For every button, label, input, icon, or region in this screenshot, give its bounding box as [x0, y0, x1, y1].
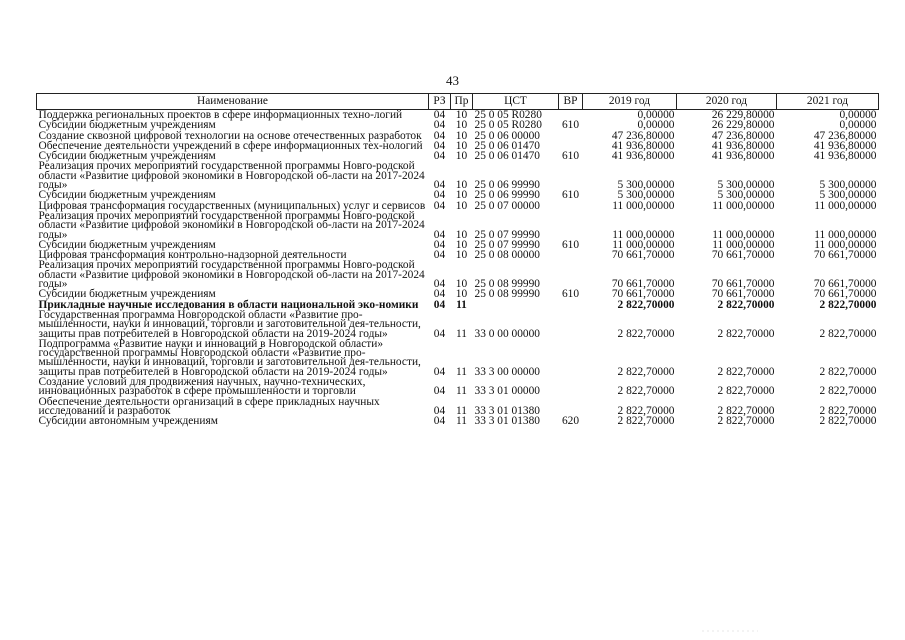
- cell-rz: 04: [433, 179, 446, 192]
- cell-pr: 10: [455, 189, 468, 202]
- cell-name: Подпрограмма «Развитие науки и инноваций в Новгородской области» государственной программы Новгородской области «Развитие про-мышленности, науки и инноваций, торговли и заготовительной дея-тельности, защиты прав потребителей в Новгородской области на 2019-2024 годы»: [38, 337, 421, 378]
- cell-vr: [559, 397, 583, 417]
- cell-cst: 25 0 07 00000: [474, 199, 540, 212]
- cell-2019: 2 822,70000: [617, 365, 675, 378]
- cell-vr: [559, 131, 583, 141]
- cell-2019: 11 000,00000: [612, 199, 675, 212]
- cell-vr: 610: [561, 288, 580, 301]
- cell-2019: 11 000,00000: [612, 238, 675, 251]
- cell-cst: 25 0 06 99990: [474, 189, 540, 202]
- cell-pr: 10: [455, 139, 468, 152]
- table-row: [37, 211, 879, 240]
- cell-2019: 70 661,70000: [611, 249, 675, 262]
- cell-name: Государственная программа Новгородской области «Развитие про-мышленности, науки и инноваций, торговли и заготовительной дея-тельности, защиты прав потребителей в Новгородской области на 2019-2024 годы»: [38, 308, 421, 340]
- cell-pr: 10: [455, 109, 468, 121]
- cell-vr: [559, 211, 583, 240]
- cell-2020: 2 822,70000: [717, 298, 775, 311]
- cell-vr: 610: [561, 238, 580, 251]
- cell-vr: 610: [561, 119, 580, 132]
- header-pr: Пр: [451, 94, 473, 110]
- cell-2020: 2 822,70000: [717, 415, 775, 428]
- cell-cst: 33 3 01 01380: [474, 404, 540, 417]
- cell-rz: 04: [433, 249, 446, 262]
- cell-pr: 10: [455, 238, 468, 251]
- cell-name: Реализация прочих мероприятий государственной программы Новго-родской области «Развитие цифровой экономики в Новгородской об-ласти на 2017-2024 годы»: [38, 209, 425, 241]
- cell-2021: 2 822,70000: [819, 327, 877, 340]
- cell-2019: 41 936,80000: [611, 139, 675, 152]
- cell-2019: 2 822,70000: [617, 298, 675, 311]
- cell-rz: 04: [433, 238, 446, 251]
- cell-rz: 04: [433, 298, 446, 311]
- cell-rz: 04: [433, 327, 446, 340]
- cell-vr: 620: [561, 415, 580, 428]
- cell-2020: 26 229,80000: [711, 109, 775, 121]
- cell-cst: 25 0 08 00000: [474, 249, 540, 262]
- cell-vr: [559, 339, 583, 377]
- cell-name: Субсидии автономным учреждениям: [38, 415, 218, 428]
- budget-table: [36, 93, 879, 427]
- cell-rz: 04: [433, 199, 446, 212]
- table-row: [37, 397, 879, 417]
- cell-2021: 5 300,00000: [819, 189, 877, 202]
- cell-2019: 5 300,00000: [617, 179, 675, 192]
- cell-2020: 41 936,80000: [711, 139, 775, 152]
- header-cst: ЦСТ: [473, 94, 559, 110]
- cell-2021: 70 661,70000: [813, 288, 877, 301]
- cell-2019: 70 661,70000: [611, 288, 675, 301]
- cell-cst: 33 0 00 00000: [474, 327, 540, 340]
- table-row: [37, 339, 879, 377]
- cell-2021: 70 661,70000: [813, 278, 877, 291]
- cell-name: Создание условий для продвижения научных, научно-технических, инновационных разработок в сфере промышленности и торговли: [38, 376, 366, 398]
- page-number: 43: [446, 73, 459, 88]
- table-row: [37, 377, 879, 397]
- cell-cst: [473, 300, 559, 310]
- cell-name: Прикладные научные исследования в области национальной эко-номики: [38, 298, 419, 311]
- cell-rz: 04: [433, 365, 446, 378]
- cell-name: Цифровая трансформация государственных (муниципальных) услуг и сервисов: [38, 199, 426, 212]
- cell-name: Цифровая трансформация контрольно-надзорной деятельности: [38, 249, 347, 262]
- cell-vr: [559, 260, 583, 289]
- cell-2020: 5 300,00000: [717, 179, 775, 192]
- cell-name: Субсидии бюджетным учреждениям: [38, 150, 216, 163]
- cell-2020: 70 661,70000: [711, 288, 775, 301]
- header-name: Наименование: [37, 94, 429, 110]
- cell-vr: [559, 250, 583, 260]
- cell-rz: 04: [433, 119, 446, 132]
- cell-2019: 2 822,70000: [617, 415, 675, 428]
- cell-name: Субсидии бюджетным учреждениям: [38, 189, 216, 202]
- cell-2019: 70 661,70000: [611, 278, 675, 291]
- cell-cst: 25 0 08 99990: [474, 288, 540, 301]
- cell-pr: 10: [455, 179, 468, 192]
- faint-mark: [700, 628, 760, 634]
- cell-2020: 2 822,70000: [717, 404, 775, 417]
- cell-2021: 70 661,70000: [813, 249, 877, 262]
- cell-2021: 5 300,00000: [819, 179, 877, 192]
- cell-2020: 2 822,70000: [717, 327, 775, 340]
- cell-2019: 0,00000: [637, 109, 675, 121]
- cell-2021: 0,00000: [839, 119, 877, 132]
- cell-2021: 2 822,70000: [819, 404, 877, 417]
- cell-rz: 04: [433, 189, 446, 202]
- cell-pr: 11: [456, 385, 467, 398]
- cell-name: Поддержка региональных проектов в сфере информационных техно-логий: [38, 109, 403, 121]
- cell-rz: 04: [433, 129, 446, 142]
- cell-pr: 10: [455, 249, 468, 262]
- cell-rz: 04: [433, 288, 446, 301]
- cell-cst: 25 0 06 99990: [474, 179, 540, 192]
- cell-2020: 70 661,70000: [711, 249, 775, 262]
- cell-2019: 11 000,00000: [612, 228, 675, 241]
- cell-pr: 10: [455, 129, 468, 142]
- cell-vr: [559, 310, 583, 339]
- cell-2019: 2 822,70000: [617, 385, 675, 398]
- cell-rz: 04: [433, 150, 446, 163]
- cell-pr: 10: [455, 150, 468, 163]
- cell-2020: 11 000,00000: [712, 238, 775, 251]
- table-row: [37, 310, 879, 339]
- cell-rz: 04: [433, 404, 446, 417]
- cell-name: Создание сквозной цифровой технологии на основе отечественных разработок: [38, 129, 422, 142]
- cell-2020: 5 300,00000: [717, 189, 775, 202]
- cell-2021: 2 822,70000: [819, 298, 877, 311]
- cell-name: Субсидии бюджетным учреждениям: [38, 119, 216, 132]
- cell-2019: 41 936,80000: [611, 150, 675, 163]
- cell-cst: 25 0 08 99990: [474, 278, 540, 291]
- cell-cst: 25 0 06 00000: [474, 129, 540, 142]
- cell-2021: 47 236,80000: [813, 129, 877, 142]
- cell-pr: 10: [455, 278, 468, 291]
- cell-rz: 04: [433, 278, 446, 291]
- cell-2021: 11 000,00000: [814, 238, 877, 251]
- cell-2021: 2 822,70000: [819, 385, 877, 398]
- cell-2019: 47 236,80000: [611, 129, 675, 142]
- table-body: [37, 110, 879, 427]
- cell-pr: 10: [455, 199, 468, 212]
- cell-pr: 11: [456, 365, 467, 378]
- cell-cst: 25 0 06 01470: [474, 139, 540, 152]
- cell-rz: 04: [433, 109, 446, 121]
- cell-2020: 47 236,80000: [711, 129, 775, 142]
- cell-cst: 33 3 01 00000: [474, 385, 540, 398]
- cell-2020: 26 229,80000: [711, 119, 775, 132]
- cell-vr: [559, 300, 583, 310]
- cell-cst: 33 3 01 01380: [474, 415, 540, 428]
- cell-2020: 41 936,80000: [711, 150, 775, 163]
- cell-2019: 2 822,70000: [617, 404, 675, 417]
- table-row: [37, 260, 879, 289]
- cell-vr: 610: [561, 150, 580, 163]
- cell-vr: [559, 377, 583, 397]
- cell-2021: 41 936,80000: [813, 139, 877, 152]
- header-vr: ВР: [559, 94, 583, 110]
- cell-2020: 2 822,70000: [717, 385, 775, 398]
- cell-rz: 04: [433, 385, 446, 398]
- cell-2019: 0,00000: [637, 119, 675, 132]
- cell-2021: 11 000,00000: [814, 228, 877, 241]
- cell-name: Обеспечение деятельности учреждений в сфере информационных тех-нологий: [38, 139, 423, 152]
- cell-vr: 610: [561, 189, 580, 202]
- cell-name: Обеспечение деятельности организаций в сфере прикладных научных исследований и разработок: [38, 395, 380, 417]
- cell-name: Реализация прочих мероприятий государственной программы Новго-родской области «Развитие цифровой экономики в Новгородской об-ласти на 2017-2024 годы»: [38, 259, 425, 291]
- cell-2019: 5 300,00000: [617, 189, 675, 202]
- cell-cst: 25 0 07 99990: [474, 238, 540, 251]
- header-2020: 2020 год: [677, 94, 777, 110]
- cell-pr: 11: [456, 404, 467, 417]
- cell-2020: 11 000,00000: [712, 199, 775, 212]
- cell-pr: 10: [455, 119, 468, 132]
- cell-rz: 04: [433, 228, 446, 241]
- cell-name: Реализация прочих мероприятий государственной программы Новго-родской области «Развитие цифровой экономики в Новгородской об-ласти на 2017-2024 годы»: [38, 160, 425, 192]
- cell-rz: 04: [433, 139, 446, 152]
- header-rz: РЗ: [429, 94, 451, 110]
- cell-pr: 10: [455, 288, 468, 301]
- cell-pr: 11: [456, 298, 467, 311]
- cell-2021: 11 000,00000: [814, 199, 877, 212]
- cell-cst: 25 0 05 R0280: [474, 119, 542, 132]
- cell-cst: 25 0 05 R0280: [474, 109, 542, 121]
- cell-name: Субсидии бюджетным учреждениям: [38, 238, 216, 251]
- cell-rz: 04: [433, 415, 446, 428]
- cell-2020: 70 661,70000: [711, 278, 775, 291]
- cell-2021: 41 936,80000: [813, 150, 877, 163]
- cell-pr: 11: [456, 327, 467, 340]
- cell-2020: 11 000,00000: [712, 228, 775, 241]
- cell-cst: 33 3 00 00000: [474, 365, 540, 378]
- table-header-row: [37, 94, 879, 110]
- cell-name: Субсидии бюджетным учреждениям: [38, 288, 216, 301]
- cell-2021: 2 822,70000: [819, 365, 877, 378]
- cell-2020: 2 822,70000: [717, 365, 775, 378]
- header-2019: 2019 год: [583, 94, 677, 110]
- cell-2019: 2 822,70000: [617, 327, 675, 340]
- cell-pr: 11: [456, 415, 467, 428]
- table-row: [37, 416, 879, 426]
- cell-2021: 2 822,70000: [819, 415, 877, 428]
- cell-2021: 0,00000: [839, 109, 877, 121]
- cell-cst: 25 0 06 01470: [474, 150, 540, 163]
- cell-vr: [559, 201, 583, 211]
- table-row: [37, 161, 879, 190]
- cell-cst: 25 0 07 99990: [474, 228, 540, 241]
- header-2021: 2021 год: [777, 94, 879, 110]
- cell-vr: [559, 161, 583, 190]
- cell-pr: 10: [455, 228, 468, 241]
